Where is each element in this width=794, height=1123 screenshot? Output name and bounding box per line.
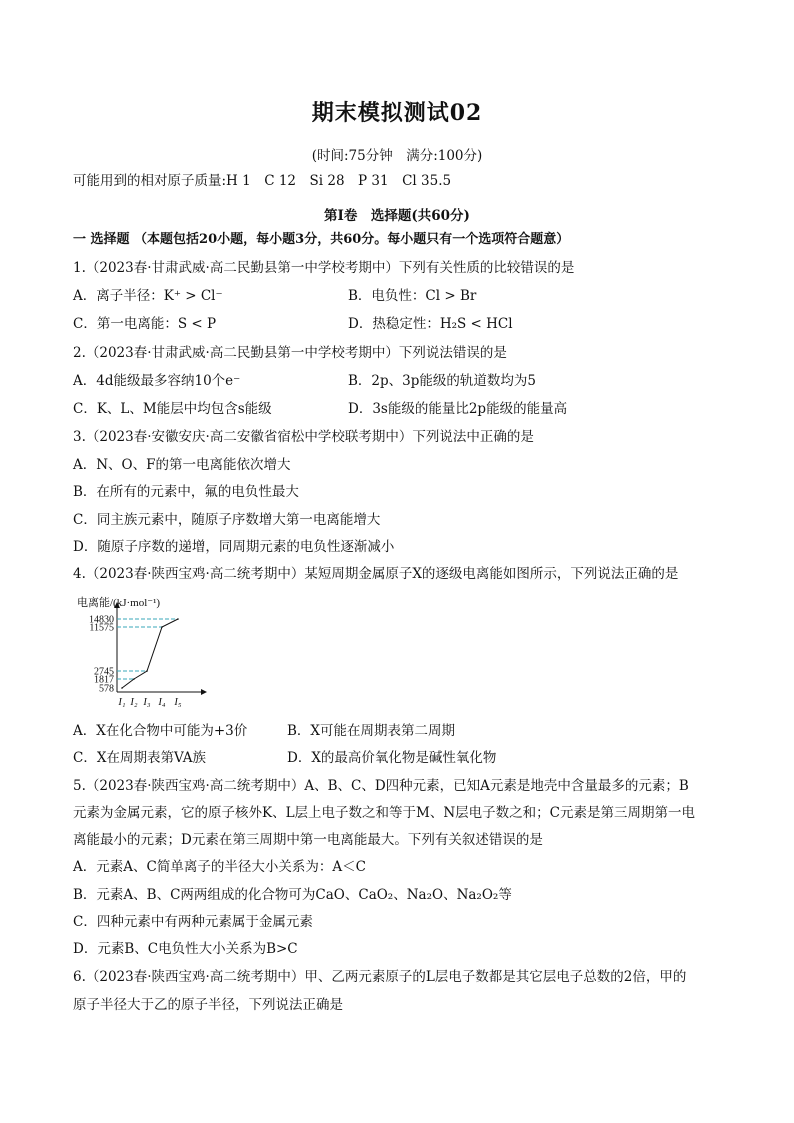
question-3-option-c: C．同主族元素中，随原子序数增大第一电离能增大 (73, 512, 381, 528)
data-point (133, 678, 135, 680)
question-1-stem: 1.（2023春·甘肃武威·高二民勤县第一中学校考期中）下列有关性质的比较错误的是 (73, 260, 575, 276)
x-tick-label: I₄ (158, 697, 166, 708)
y-tick-label: 578 (99, 683, 114, 695)
question-5-option-c: C．四种元素中有两种元素属于金属元素 (73, 914, 313, 930)
question-3-option-a: A．N、O、F的第一电离能依次增大 (73, 457, 291, 473)
x-tick-label: I₅ (174, 697, 182, 708)
atomic-masses: 可能用到的相对原子质量:H 1 C 12 Si 28 P 31 Cl 35.5 (73, 173, 452, 189)
question-1-option-b: B．电负性：Cl > Br (348, 288, 477, 304)
question-4-stem: 4.（2023春·陕西宝鸡·高二统考期中）某短周期金属原子X的逐级电离能如图所示，下列说法正确的是 (73, 566, 679, 582)
question-3-option-b: B．在所有的元素中，氟的电负性最大 (73, 484, 299, 500)
question-2-option-d: D．3s能级的能量比2p能级的能量高 (348, 401, 568, 417)
question-1-option-d: D．热稳定性：H₂S < HCl (348, 316, 513, 332)
y-tick-label: 2745 (94, 666, 114, 678)
y-axis-label: 电离能/(kJ·mol⁻¹) (77, 597, 161, 609)
question-5-option-d: D．元素B、C电负性大小关系为B>C (73, 941, 298, 957)
question-4-option-d: D．X的最高价氧化物是碱性氧化物 (287, 750, 497, 766)
question-5-option-a: A．元素A、C简单离子的半径大小关系为：A＜C (73, 859, 366, 875)
data-point (177, 618, 179, 620)
data-point (121, 687, 123, 689)
question-5-option-b: B．元素A、B、C两两组成的化合物可为CaO、CaO₂、Na₂O、Na₂O₂等 (73, 887, 512, 903)
x-tick-label: I₁ (118, 697, 126, 708)
data-point (161, 626, 163, 628)
page-title: 期末模拟测试02 (311, 100, 483, 126)
question-4-option-a: A．X在化合物中可能为+3价 (73, 723, 248, 739)
x-tick-label: I₂ (130, 697, 138, 708)
question-6-stem-line-1: 6.（2023春·陕西宝鸡·高二统考期中）甲、乙两元素原子的L层电子数都是其它层电子总数的2倍，甲的 (73, 969, 687, 985)
question-2-option-b: B．2p、3p能级的轨道数均为5 (348, 373, 536, 389)
question-5-stem-line-2: 元素为金属元素，它的原子核外K、L层上电子数之和等于M、N层电子数之和；C元素是第三周期第一电 (73, 805, 696, 821)
series-line (122, 619, 178, 688)
question-6-stem-line-2: 原子半径大于乙的原子半径，下列说法正确是 (73, 997, 343, 1013)
ionization-energy-chart (73, 592, 223, 712)
section-instructions: 一 选择题 （本题包括20小题，每小题3分，共60分。每小题只有一个选项符合题意） (73, 232, 570, 247)
question-1-option-c: C．第一电离能：S < P (73, 316, 217, 332)
y-tick-label: 14830 (89, 614, 114, 626)
question-2-option-a: A．4d能级最多容纳10个e⁻ (73, 373, 241, 389)
question-2-option-c: C．K、L、M能层中均包含s能级 (73, 401, 272, 417)
question-4-option-c: C．X在周期表第VA族 (73, 750, 207, 766)
question-5-stem-line-1: 5.（2023春·陕西宝鸡·高二统考期中）A、B、C、D四种元素，已知A元素是地壳中含量最多的元素；B (73, 778, 689, 794)
question-3-option-d: D．随原子序数的递增，同周期元素的电负性逐渐减小 (73, 539, 395, 555)
y-tick-label: 11575 (89, 622, 114, 634)
y-tick-label: 1817 (94, 674, 114, 686)
question-5-stem-line-3: 离能最小的元素；D元素在第三周期中第一电离能最大。下列有关叙述错误的是 (73, 832, 543, 848)
x-tick-label: I₃ (143, 697, 151, 708)
question-4-option-b: B．X可能在周期表第二周期 (287, 723, 456, 739)
section-title: 第Ⅰ卷 选择题(共60分) (324, 208, 470, 224)
exam-time-info: (时间:75分钟 满分:100分) (311, 148, 483, 164)
question-2-stem: 2.（2023春·甘肃武威·高二民勤县第一中学校考期中）下列说法错误的是 (73, 345, 507, 361)
question-3-stem: 3.（2023春·安徽安庆·高二安徽省宿松中学校联考期中）下列说法中正确的是 (73, 429, 534, 445)
question-1-option-a: A．离子半径：K⁺ > Cl⁻ (73, 288, 223, 304)
x-axis-arrow (201, 689, 207, 695)
data-point (146, 670, 148, 672)
